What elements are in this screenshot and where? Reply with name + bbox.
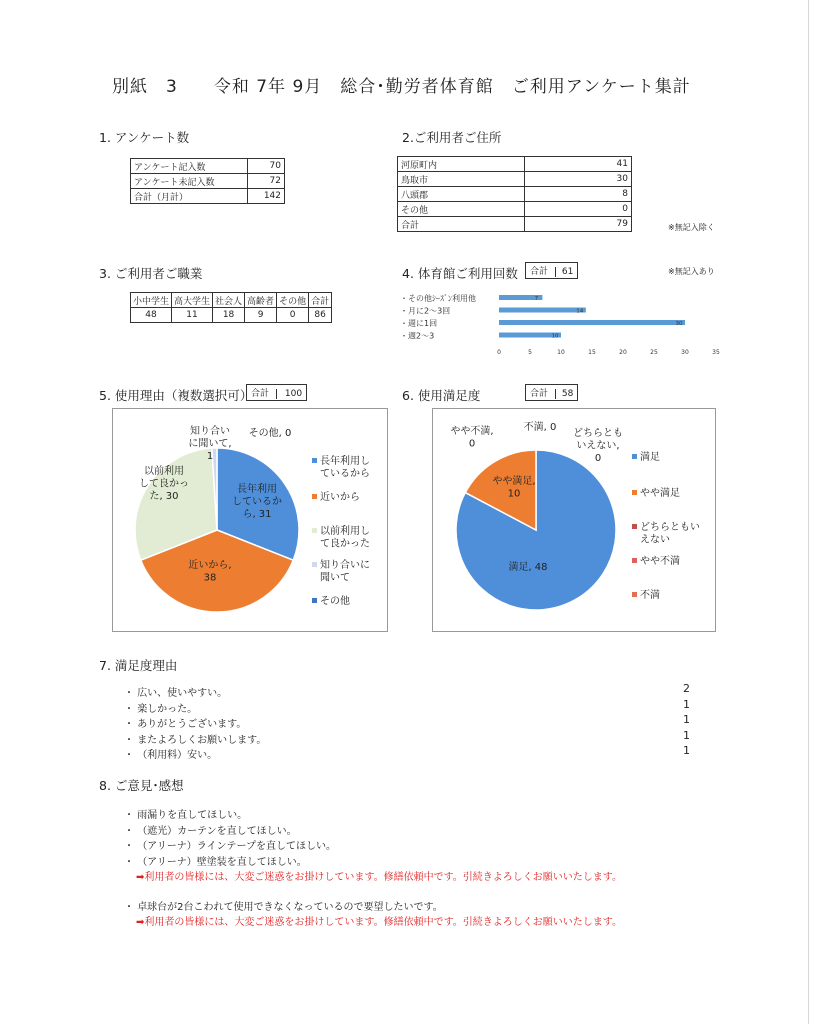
table-row xyxy=(131,159,285,174)
legend-label: 知り合いに聞いて xyxy=(320,560,370,584)
slice-label: 以前利用して良かった, 30 xyxy=(139,466,189,502)
bar-category-label: ・その他ｼｰｽﾞﾝ利用他 xyxy=(400,294,476,303)
legend-swatch xyxy=(312,458,317,463)
opinion-list xyxy=(124,806,622,929)
bar-category-label: ・週に1回 xyxy=(400,319,438,328)
header-cell: 合計 xyxy=(309,293,332,308)
bar-data-label: 14 xyxy=(576,308,584,315)
section6-heading: 6. 使用満足度 xyxy=(402,388,481,403)
section7-heading: 7. 満足度理由 xyxy=(99,658,178,673)
row-label: アンケート記入数 xyxy=(131,159,248,174)
satisfaction-reason-list xyxy=(124,684,266,762)
value-cell: 18 xyxy=(213,308,245,323)
legend-label: 満足 xyxy=(640,452,660,463)
page-title: 別紙 3 令和 7年 9月 総合･勤労者体育館 ご利用アンケート集計 xyxy=(112,77,691,97)
x-tick-label: 30 xyxy=(681,349,689,356)
table-row xyxy=(398,217,632,232)
list-item: ・ 楽しかった。 xyxy=(124,703,198,715)
section8-heading: 8. ご意見･感想 xyxy=(99,778,184,793)
header-cell: 小中学生 xyxy=(131,293,172,308)
value-cell: 0 xyxy=(277,308,309,323)
slice-label: 満足, 48 xyxy=(508,562,548,573)
section5-heading: 5. 使用理由（複数選択可） xyxy=(99,388,253,403)
slice-label: やや不満, 0 xyxy=(450,426,494,450)
row-label: 河原町内 xyxy=(398,157,525,172)
table-row xyxy=(398,202,632,217)
satisfaction-pie-chart xyxy=(432,408,716,632)
x-tick-label: 15 xyxy=(588,349,596,356)
legend-swatch xyxy=(632,592,637,597)
row-value: 30 xyxy=(525,172,632,187)
usage-total-box xyxy=(525,262,578,279)
bar-category-label: ・週2～3 xyxy=(400,331,435,341)
total-label: 合計 xyxy=(530,267,549,277)
table-row xyxy=(131,293,332,308)
table-row xyxy=(131,308,332,323)
item-count: 1 xyxy=(683,744,690,757)
legend-label: 以前利用して良かった xyxy=(320,526,370,550)
item-count: 1 xyxy=(683,697,690,711)
list-item: ・ 広い、使いやすい。 xyxy=(124,688,228,699)
usage-bar-chart xyxy=(390,288,730,358)
legend-swatch xyxy=(312,598,317,603)
total-label: 合計 xyxy=(530,389,549,399)
table-row xyxy=(131,189,285,204)
item-count: 2 xyxy=(683,682,690,695)
row-label: 八頭郡 xyxy=(398,187,525,202)
section1-heading: 1. アンケート数 xyxy=(99,130,190,145)
list-item: ・ 雨漏りを直してほしい。 xyxy=(124,810,248,821)
row-value: 79 xyxy=(525,217,632,232)
section2-heading: 2.ご利用者ご住所 xyxy=(402,130,502,145)
item-count: 1 xyxy=(683,713,690,726)
item-count: 1 xyxy=(683,728,690,742)
x-tick-label: 20 xyxy=(619,349,627,356)
legend-swatch xyxy=(632,454,637,459)
list-item: ・ （利用料）安い。 xyxy=(124,750,218,761)
value-cell: 9 xyxy=(245,308,277,323)
legend-label: やや満足 xyxy=(640,488,680,499)
legend-swatch xyxy=(632,490,637,495)
total-value: 58 xyxy=(555,389,573,399)
legend-swatch xyxy=(632,524,637,529)
total-label: 合計 xyxy=(251,389,270,399)
list-item: ・ （遮光）カーテンを直してほしい。 xyxy=(124,825,297,837)
total-value: 61 xyxy=(555,267,573,277)
x-tick-label: 5 xyxy=(528,349,532,356)
survey-count-table xyxy=(130,158,285,204)
address-note: ※無記入除く xyxy=(668,223,715,232)
header-cell: 高齢者 xyxy=(245,293,277,308)
reply-text: ➡利用者の皆様には、大変ご迷惑をお掛けしています。修繕依頼中です。引続きよろしくお願いいたします。 xyxy=(136,917,622,928)
legend-label: その他 xyxy=(320,596,350,607)
legend-swatch xyxy=(312,562,317,567)
legend-swatch xyxy=(312,528,317,533)
bar xyxy=(499,308,586,313)
occupation-table xyxy=(130,292,332,323)
table-row xyxy=(398,187,632,202)
list-item: ・ （アリーナ）壁塗装を直してほしい。 xyxy=(124,856,307,868)
x-tick-label: 0 xyxy=(497,349,501,356)
section4-heading: 4. 体育館ご利用回数 xyxy=(402,266,518,281)
satisfaction-total-box xyxy=(525,384,578,401)
slice-label: 長年利用しているから, 31 xyxy=(232,484,282,520)
legend-swatch xyxy=(312,494,317,499)
header-cell: その他 xyxy=(277,293,309,308)
row-label: 合計（月計） xyxy=(131,189,248,204)
section3-heading: 3. ご利用者ご職業 xyxy=(99,266,203,281)
slice-label: 知り合いに聞いて, 1 xyxy=(188,426,232,462)
x-tick-label: 25 xyxy=(650,349,658,356)
table-row xyxy=(398,157,632,172)
row-value: 142 xyxy=(248,189,285,204)
row-value: 72 xyxy=(248,174,285,189)
legend-label: やや不満 xyxy=(640,556,680,567)
bar-data-label: 7 xyxy=(534,296,539,302)
address-table xyxy=(397,156,632,232)
legend-label: 近いから xyxy=(320,492,360,503)
list-item: ・ ありがとうございます。 xyxy=(124,719,247,730)
reply-text: ➡利用者の皆様には、大変ご迷惑をお掛けしています。修繕依頼中です。引続きよろしくお願いいたします。 xyxy=(136,872,622,883)
bar-data-label: 10 xyxy=(551,333,559,340)
slice-label: その他, 0 xyxy=(248,428,292,439)
row-label: アンケート未記入数 xyxy=(131,174,248,189)
bar-category-label: ・月に2～3回 xyxy=(400,306,451,316)
list-item: ・ （アリーナ）ラインテープを直してほしい。 xyxy=(124,841,336,852)
page-edge xyxy=(808,0,809,1024)
row-value: 0 xyxy=(525,202,632,217)
value-cell: 11 xyxy=(172,308,213,323)
list-item: ・ 卓球台が2台こわれて使用できなくなっているので要望したいです。 xyxy=(124,901,443,913)
satisfaction-reason-counts xyxy=(674,682,690,760)
table-row xyxy=(398,172,632,187)
usage-note: ※無記入あり xyxy=(668,267,715,276)
legend-label: 長年利用しているから xyxy=(320,456,370,480)
legend-label: 不満 xyxy=(640,590,660,601)
slice-label: 不満, 0 xyxy=(523,422,557,433)
slice-label: 近いから, 38 xyxy=(188,560,232,584)
row-value: 70 xyxy=(248,159,285,174)
reason-pie-chart xyxy=(112,408,388,632)
bar xyxy=(499,320,685,325)
slice-label: どちらともいえない, 0 xyxy=(573,428,623,464)
row-value: 41 xyxy=(525,157,632,172)
slice-label: やや満足, 10 xyxy=(492,476,536,500)
row-label: 鳥取市 xyxy=(398,172,525,187)
reason-total-box xyxy=(246,384,307,401)
table-row xyxy=(131,174,285,189)
x-tick-label: 10 xyxy=(557,349,565,356)
header-cell: 高大学生 xyxy=(172,293,213,308)
row-label: 合計 xyxy=(398,217,525,232)
legend-label: どちらともいえない xyxy=(640,522,700,546)
row-value: 8 xyxy=(525,187,632,202)
row-label: その他 xyxy=(398,202,525,217)
bar-data-label: 30 xyxy=(675,321,683,327)
list-item: ・ またよろしくお願いします。 xyxy=(124,734,267,746)
x-tick-label: 35 xyxy=(712,349,720,356)
total-value: 100 xyxy=(276,389,302,399)
value-cell: 86 xyxy=(309,308,332,323)
value-cell: 48 xyxy=(131,308,172,323)
header-cell: 社会人 xyxy=(213,293,245,308)
legend-swatch xyxy=(632,558,637,563)
